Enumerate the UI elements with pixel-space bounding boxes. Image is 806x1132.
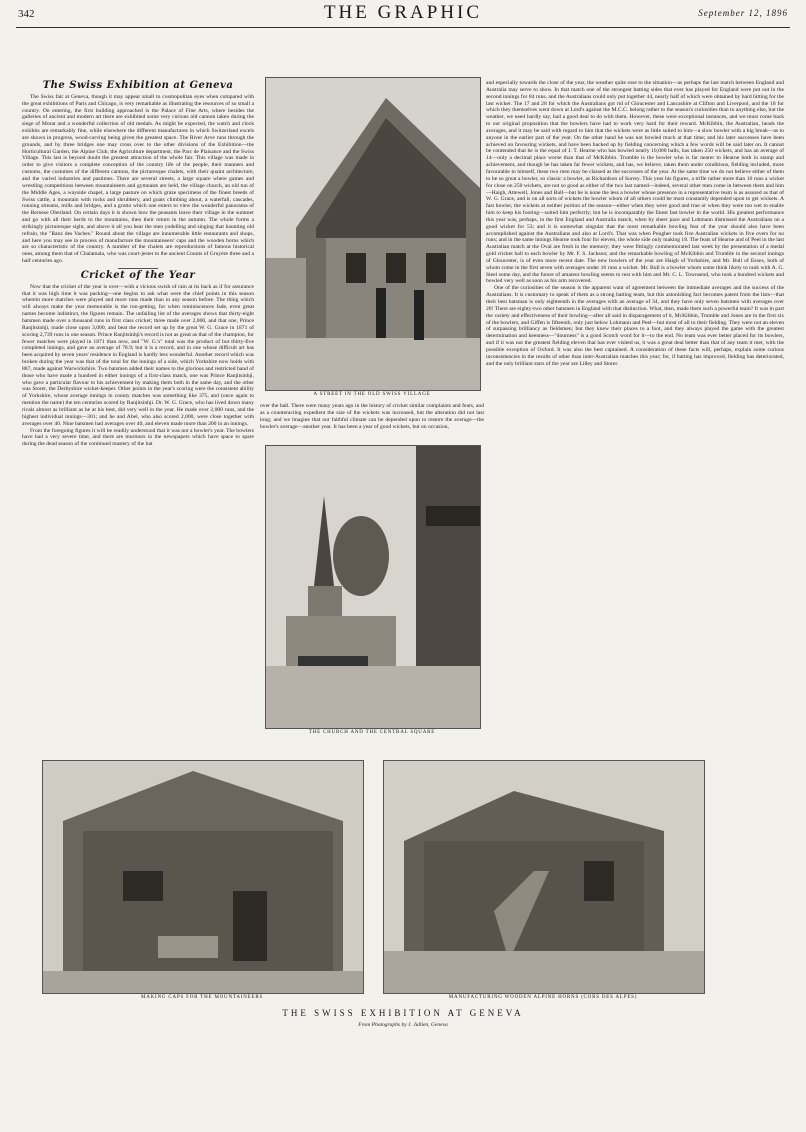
page-number: 342: [18, 8, 35, 20]
cricket-article-paragraph: over the ball. There were many years ago in the history of cricket similar complaints and fears, and as a counteracting expedient the size of the wickets was increased, but the alteration did not last long; and we imagine that our faithful climate can be depended upon to restore the average—the bowler's average—another year. It has been a year of good wickets, but on occasion,: [260, 403, 484, 430]
left-column: [22, 80, 254, 757]
swiss-article-paragraph: The Swiss fair at Geneva, though it may appear small to cosmopolitan eyes when compared with the great exhibitions of Paris and Chicago, is very remarkable as illustrating the resources of so small a country. On entering, the first building approached is the Palace of Fine Arts, where besides the galleries of ancient and modern art there are exhibited some very curious old cannon taken during the siege of Morat and a wonderful collection of old medals. As might be expected, the watch and clock exhibits are remarkably fine, while elsewhere the different manufactures in which Switzerland excels are shown in progress, wood-carving being given the greatest space. The River Arve runs through the grounds, and by three bridges one may cross over to the other divisions of the Exhibition—the Horticultural Garden, the Alpine Club, the Agriculture department, the Parc de Plaisance and the Swiss Village. This last is beyond doubt the greatest attraction of the whole fair. This village was made in order to give visitors a complete conception of the country life of the people, their manners and customs, the costumes of the different cantons, the picturesque chalets, with their quaint architecture, and the varied industries and pastimes. There are several streets, a large square where games and wrestling competitions between mountaineers and gymnasts are held, the village church, an old tun of the Middle Ages, a wayside chapel, a large pasture on which graze specimens of the finest breeds of Swiss cattle, a mountain with rocks and shrubbery, and goats climbing about, a waterfall, cascades, running streams, mills and bridges, and a grotto which one enters to view the wonderful panorama of the Bernese Oberland. On certain days it is shown how the peasants leave their village in the summer and go with all their herds to the mountains, then their return in the autumn. The whole forms a strikingly picturesque sight, and above it all you hear the men yodelling and singing that haunting old refrain, the "Ranz des Vaches." Round about the village are innumerable little restaurants and shops, and here you may see in process of manufacture the mountaineers' caps and the wooden horns which are so characteristic of the country. A number of the chalets are reproductions of famous historical ones, among them that of Chalamala, who was court-jester to the ancient Counts of Gruyère three and a half centuries ago.: [22, 93, 254, 265]
figure-caption: MANUFACTURING WOODEN ALPINE HORNS (CORS DES ALPES): [448, 995, 638, 1000]
cricket-article-paragraph: From the foregoing figures it will be readily understood that it was not a bowler's year. The bowlers have had a very severe time, and there are murmurs in the newspapers which have space to spare during the dead season of the continued mastery of the bat: [22, 427, 254, 448]
cricket-article-heading: Cricket of the Year: [80, 269, 196, 281]
photo-alpine-horns: [383, 760, 705, 994]
photo-old-swiss-village-street: [265, 77, 481, 391]
photo-church-central-square: [265, 445, 481, 729]
cricket-article-paragraph: One of the curiosities of the season is the apparent want of agreement between the immediate averages and the success of the Australians. It is customary to speak of them as a strong batting team, but this astonishing fact becomes patent from the lists—that their best batsman is only eighteenth in the averages with an average of 34, and they have only seven batsmen with averages over 20! There are eighty-two other batsmen in England with that distinction. What, then, made them such a powerful team? It was in part the variety and effectiveness of their bowling—after all said in disparagement of it, McKibbin, Trumble and Jones are in the first six of the bowlers, and Giffen is fifteenth, only just below Lohmann and Peel—but most of all to their fielding. They were not an eleven of surpassing brilliancy as fieldsmen; but they knew their places to a foot, and they always played the game with the greatest determination and keenness—"dourness" is a good Scotch word for it—to the end. No team was ever better placed for its bowlers, and if it was not the greatest fielding eleven that has ever visited us, it was a great deal better than that of any team it met, with the possible exception of Oxford. It was also the best captained. A consideration of these facts will, perhaps, explain some curious inconsistencies in the results of other than inter-Australian matches this year; for, if batting has improved, fielding has deteriorated, and the only brilliant stars of the year are Lilley and Storer.: [486, 285, 784, 367]
middle-column: [260, 403, 484, 443]
cricket-article-paragraph: Now that the cricket of the year is over—with a vicious swish of rain at its back as if for assurance that it was high time it was packing—one begins to ask what were the chief points in this season wherein more matches were played and more runs made than in any season before. The thing which will always make the year memorable is the run-getting, for when reminiscences fade, even great names become indistinct, the figures remain. The unfailing list of the averages shows that thirty-eight batsmen made over a thousand runs in first class cricket; three made over 2,000, and that one, Prince Ranjitsinhji, made close upon 3,000, and beat the record set up by the great W. G. Grace in 1871 of scoring 2,739 runs in one season. Prince Ranjitsinhji's record is not as great as that of the champion, for fewer matches were played in 1871 than now, and "W. G.'s" total was the product of but thirty-five completed innings, and gave an average of 78.9; but it is a record, and in one whose difficult art has been acquired by seven years' residence in England is hardly less wonderful. Another record which was broken during the year was that of the total for the innings of a side, which Yorkshire now holds with 887, made against Warwickshire. Two batsmen added their names to the glorious and restricted band of those who have made a hundred in either innings of a first-class match, one was Prince Ranjitsinhji, who gave a particular flavour to his achievement by making them both in the same day, and the other was Storer, the Derbyshire wicket-keeper. Other points in the year's scoring were the consistent ability of Yorkshire, whose average innings in county matches was something like 375, and (once again to mention the name) the ten centuries scored by Ranjitsinhji. Dr. W. G. Grace, who has lived down many rivals almost as brilliant as he at his best, did very well in the year. He made over 2,000 runs, and the highest individual innings—301; and he and Abel, who also scored 2,000, were close together with averages over 40. Nine batsmen had averages over 40, and eleven made more than 200 in an innings.: [22, 283, 254, 427]
photo-credit: From Photographs by J. Jullien, Geneva: [358, 1022, 448, 1028]
figure-caption: THE CHURCH AND THE CENTRAL SQUARE: [308, 730, 436, 735]
figure-caption: MAKING CAPS FOR THE MOUNTAINEERS: [140, 995, 264, 1000]
photo-making-caps: [42, 760, 364, 994]
cricket-article-paragraph: and especially towards the close of the year, the weather quite rose to the situation—as perhaps the last match between England and Australia may serve to show. In that match one of the strongest batting sides that ever has played for England were put out in the second innings for 84 runs, and the Australians could only put together 44, nearly half of which were obtained by hard hitting for the last wicket. The 17 and 28 for which the Australians got rid of Gloucester and Lancashire at Clifton and Liverpool, and the 18 for which they themselves went down at Lord's against the M.C.C. belong rather to the season's curiosities than to anything else, but the weather, we need hardly say, had a good deal to do with them. However, these were exceptional instances, and we must come back to our original proposition that the bowlers have had to work very hard for their reward. McKibbin, the Australian, heads the averages, and it may be said with regard to him that the wickets were as little suited to him—a slow bowler with a big break—as to anyone in the earlier part of the year. On the other hand he was not bowled much at that time; and his later successes have been achieved on favouring wickets, and have been backed up by fielding concerning which a few words will be said later on. It cannot be contended that he is the equal of J. T. Hearne who has bowled nearly 10,000 balls, has taken 250 wickets, and has an average of 14—only a decimal place worse than that of McKibbin. Trumble is the bowler who is far nearer to Hearne both in stamp and achievement, and though he has taken far fewer wickets, and has, we believe, taken them under conditions, fielding included, more favourable to himself, these two men may be classed as the successes of the year. At the same time we do not believe either of them to be so great a bowler, so classic a bowler, as Richardson of Surrey. This year his figures, a trifle rather more than 16 runs a wicket for close on 250 wickets, are not so good as either of the two last named—indeed, several other men come in between them and him—Haigh, Attewell, Jones and Bull—but he is none the less a bowler whose presence in a representative team is as assured as that of W. G. Grace, and is on all sorts of wickets the bowler whom of all others could be most constantly depended upon to get wickets. A fast bowler, the wickets at neither portion of the season—either when they were good and true or when they were too wet to enable him to keep his footing—suited him perfectly; but he is incomparably the finest fast bowler in the world. His greatest performance this year was, perhaps, in the first England and Australia match, when by sheer pace and Lohmann dismissed the Australians on a good wicket for 53; and it is somewhat singular that the most remarkable bowling feat of the year should also have been accomplished against the Australians and also at Lord's. That was when Pougher took five Australian wickets in five overs for no runs; and in the same innings Hearne took four for eleven, the whole side only making 18. The feats of Hearne and of Peel in the last Australian match at the Oval are fresh in the memory; they were fittingly commemorated last week by the presentation of a medal gold cricket ball to each bowler by Mr. F. S. Jackson; and the remarkable bowling of McKibbin and Trumble in the second innings of Gloucester, is of even more recent date. The new bowlers of the year are Haigh of Yorkshire, and Mr. Bull of Essex, both of whom come in the first seven with averages under 16 runs a wicket. Mr. Bull is a bowler whom some think likely to rank with A. G. Steel some day, and the future of amateur bowling seems to rest with him and Mr. C. L. Townsend, who took a hundred wickets and bowled very well as soon as his arm recovered.: [486, 80, 784, 285]
header-rule: [16, 27, 790, 28]
figure-caption: A STREET IN THE OLD SWISS VILLAGE: [313, 392, 431, 397]
right-column: [486, 80, 784, 747]
masthead: THE GRAPHIC: [323, 2, 483, 23]
plate-title: THE SWISS EXHIBITION AT GENEVA: [282, 1008, 524, 1018]
swiss-article-heading: The Swiss Exhibition at Geneva: [42, 80, 234, 91]
issue-date: September 12, 1896: [698, 8, 788, 18]
section-divider: [118, 268, 158, 269]
